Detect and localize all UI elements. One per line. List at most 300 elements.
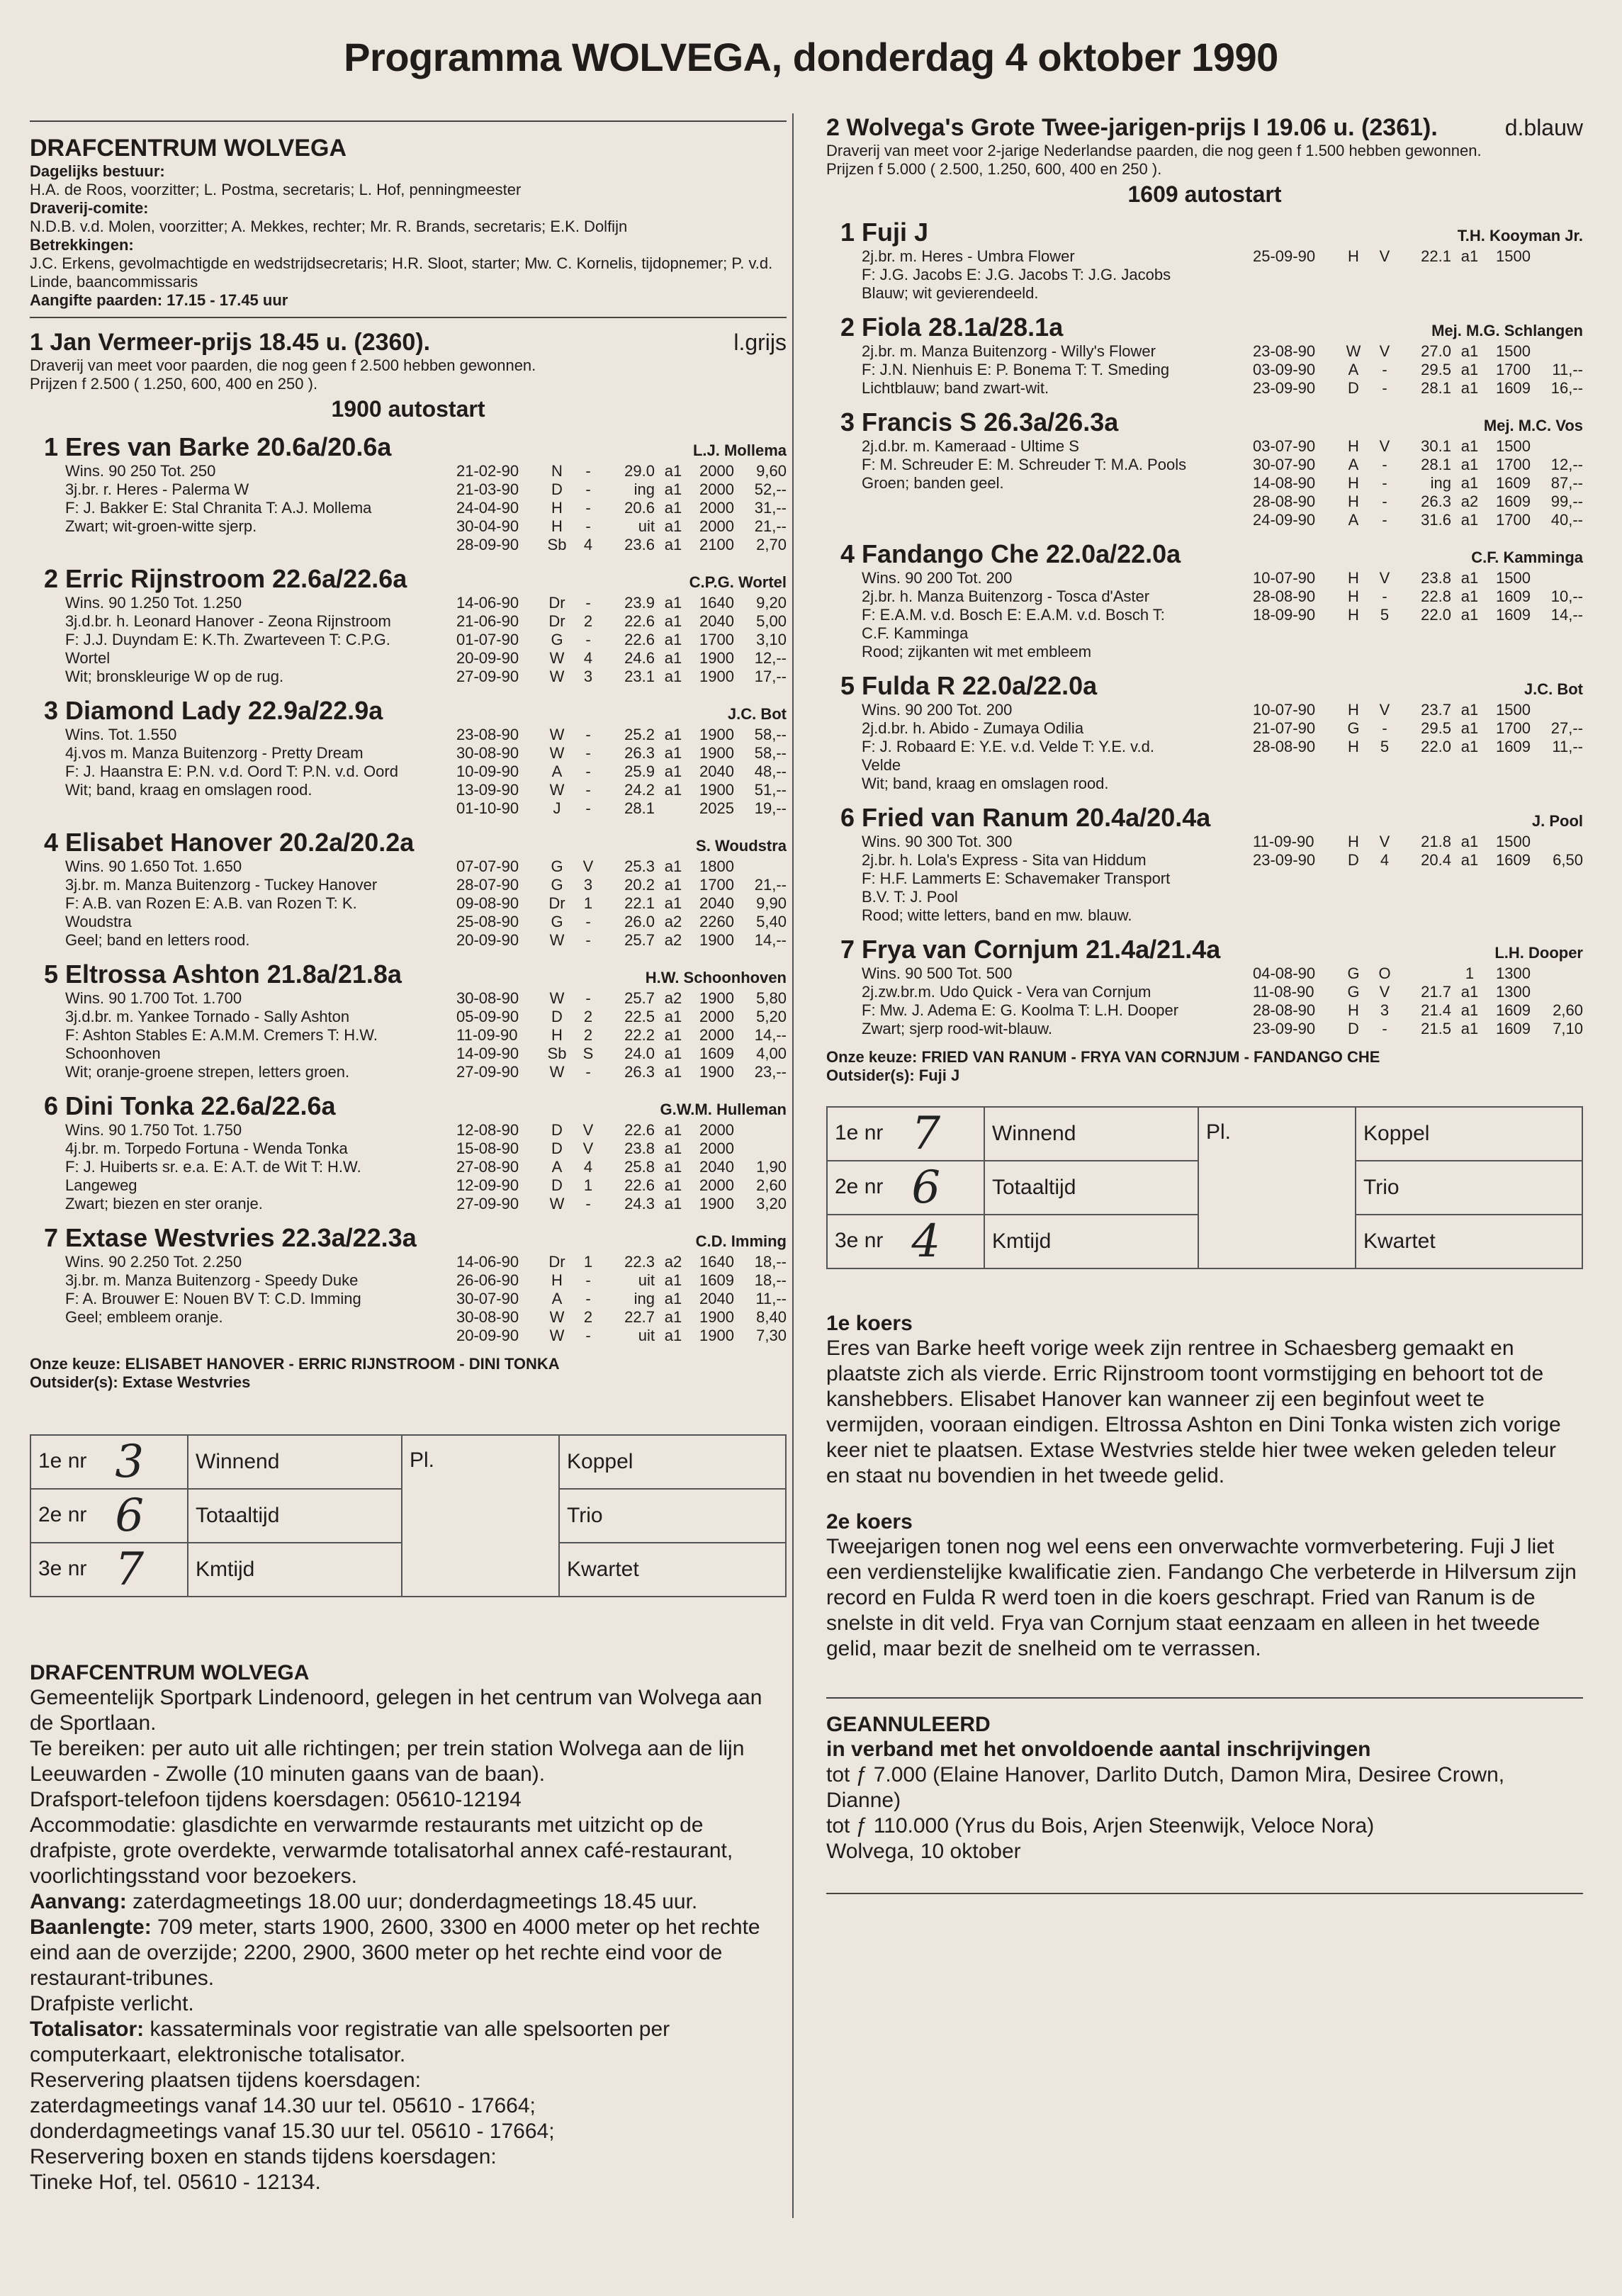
- outsider-text: Outsider(s): Extase Westvries: [30, 1373, 251, 1391]
- history-cell: W: [549, 781, 565, 799]
- race-history-row: [456, 1290, 787, 1308]
- history-cell: [734, 1139, 787, 1158]
- race-history-row: [456, 876, 787, 894]
- race-history-row: [1253, 1001, 1583, 1020]
- history-cell: 23,--: [754, 1063, 787, 1081]
- history-cell: V: [1379, 701, 1390, 719]
- history-cell: 24.6: [624, 649, 655, 667]
- history-cell: J: [553, 799, 561, 817]
- history-cell: 1700: [1496, 511, 1531, 529]
- history-cell: 1640: [699, 1253, 734, 1271]
- race-history-row: [1253, 587, 1583, 606]
- info-line: [30, 1813, 787, 1889]
- history-cell: 1,90: [756, 1158, 787, 1176]
- history-cell: 2260: [699, 913, 734, 930]
- history-cell: 4: [583, 649, 593, 667]
- history-cell: G: [1347, 983, 1360, 1001]
- horse-trainer: C.F. Kamminga: [1471, 548, 1583, 566]
- info-line: [30, 2068, 787, 2093]
- history-cell: 28-08-90: [1253, 587, 1316, 605]
- race-desc: Draverij van meet voor 2-jarige Nederlandse paarden, die nog geen f 1.500 hebben gewonnen.: [826, 142, 1482, 159]
- history-cell: W: [549, 1327, 565, 1344]
- history-cell: Sb: [547, 1045, 567, 1062]
- horse-entry: [826, 407, 1583, 529]
- history-cell: 21-02-90: [456, 462, 519, 480]
- koers2-text: Tweejarigen tonen nog wel eens een onverwachte vormverbetering. Fuji J liet een verdienstelijke kwalificatie zien. Fandango Che verbeterde in Hilversum zijn record en Fulda R werd toen in die koers geschrapt. Fried van Ranum is de snelste in dit veld. Frya van Cornjum staat eenzaam en alleen in het tweede gelid, maar bezit de snelheid om te verrassen.: [826, 1535, 1577, 1660]
- history-cell: a1: [664, 1176, 682, 1194]
- horse-info-line: Wins. 90 1.750 Tot. 1.750: [65, 1121, 242, 1139]
- history-cell: a1: [664, 1158, 682, 1176]
- horse-body: [826, 833, 1583, 925]
- history-cell: 28-08-90: [1253, 738, 1316, 755]
- race-history-row: [456, 1271, 787, 1290]
- bet-row-label: 2e nr 6: [30, 1489, 188, 1543]
- history-cell: Sb: [547, 536, 567, 553]
- history-cell: 07-07-90: [456, 857, 519, 875]
- history-cell: 11,--: [1552, 738, 1583, 755]
- horse-info-line: F: J.J. Duyndam E: K.Th. Zwarteveen T: C.P.G.: [65, 631, 390, 648]
- history-cell: 3,10: [756, 631, 787, 648]
- history-cell: 14-06-90: [456, 594, 519, 612]
- horse-info-line: Rood; witte letters, band en mw. blauw.: [862, 906, 1132, 924]
- horse-info-line: 3j.d.br. h. Leonard Hanover - Zeona Rijnstroom: [65, 612, 391, 630]
- history-cell: a1: [664, 762, 682, 780]
- history-cell: 11,--: [755, 1290, 787, 1307]
- history-cell: [1531, 701, 1583, 719]
- history-cell: 11,--: [1552, 361, 1583, 378]
- history-cell: W: [549, 1308, 565, 1326]
- history-cell: -: [585, 913, 591, 930]
- history-cell: 1609: [1496, 851, 1531, 869]
- history-cell: 4,00: [756, 1045, 787, 1062]
- history-cell: a1: [1460, 361, 1479, 378]
- history-cell: 58,--: [754, 744, 787, 762]
- horse-entry: [30, 828, 787, 950]
- history-cell: G: [1347, 719, 1360, 737]
- horse-name: 1 Eres van Barke 20.6a/20.6a: [44, 432, 392, 461]
- horse-name: 7 Extase Westvries 22.3a/22.3a: [44, 1223, 417, 1252]
- horse-info-line: Schoonhoven: [65, 1045, 161, 1062]
- horse-info-line: Zwart; wit-groen-witte sjerp.: [65, 517, 257, 535]
- history-cell: 23-08-90: [456, 726, 519, 743]
- board-list: [30, 162, 787, 310]
- history-cell: [1531, 569, 1583, 587]
- horse-head: [826, 313, 1583, 342]
- history-cell: D: [1348, 851, 1359, 869]
- race-history-row: [456, 1308, 787, 1327]
- cancel-line: Wolvega, 10 oktober: [826, 1840, 1021, 1863]
- history-cell: -: [585, 594, 591, 612]
- history-cell: D: [551, 1008, 563, 1025]
- history-cell: 27-08-90: [456, 1158, 519, 1176]
- history-cell: ing: [633, 480, 655, 498]
- race-history: [456, 989, 787, 1081]
- history-cell: 27,--: [1550, 719, 1583, 737]
- history-cell: A: [551, 762, 563, 780]
- horse-name: 6 Dini Tonka 22.6a/22.6a: [44, 1091, 336, 1120]
- history-cell: -: [1382, 719, 1387, 737]
- history-cell: 2000: [699, 462, 734, 480]
- history-cell: V: [582, 1121, 594, 1139]
- handwritten-number: 7: [911, 1108, 941, 1160]
- history-cell: [1531, 964, 1583, 983]
- our-picks: [826, 1048, 1583, 1085]
- bet-cell: Pl.: [1198, 1107, 1356, 1268]
- history-cell: 30-07-90: [456, 1290, 519, 1307]
- horse-info: [30, 594, 456, 686]
- history-cell: 22.3: [624, 1253, 655, 1271]
- bet-cell: Trio: [559, 1489, 786, 1543]
- horse-info-line: 3j.d.br. m. Yankee Tornado - Sally Ashton: [65, 1008, 350, 1025]
- bet-grid: [826, 1106, 1583, 1269]
- info-text: Drafsport-telefoon tijdens koersdagen: 05610-12194: [30, 1788, 522, 1811]
- history-cell: 1500: [1496, 833, 1531, 850]
- race-history-row: [456, 744, 787, 762]
- handwritten-number: 6: [911, 1161, 941, 1214]
- race-color: d.blauw: [1504, 115, 1583, 140]
- history-cell: 30-07-90: [1253, 456, 1316, 473]
- history-cell: W: [549, 931, 565, 949]
- history-cell: W: [549, 989, 565, 1007]
- horse-head: [30, 696, 787, 726]
- horse-info-line: 2j.br. h. Manza Buitenzorg - Tosca d'Aster: [862, 587, 1150, 605]
- race-title: 2 Wolvega's Grote Twee-jarigen-prijs I 19.06 u. (2361).: [826, 114, 1438, 141]
- race-history-row: [456, 631, 787, 649]
- history-cell: A: [1348, 456, 1359, 473]
- horse-body: [30, 462, 787, 554]
- race-1: [30, 328, 787, 1392]
- history-cell: 1900: [699, 668, 734, 685]
- history-cell: 14-08-90: [1253, 474, 1316, 492]
- horse-body: [826, 569, 1583, 661]
- history-cell: 22.6: [624, 1176, 655, 1194]
- bet-cell: Winnend: [984, 1107, 1198, 1161]
- history-cell: 1609: [1496, 493, 1531, 510]
- history-cell: 19,--: [754, 799, 787, 817]
- cancel-line: tot ƒ 110.000 (Yrus du Bois, Arjen Steenwijk, Veloce Nora): [826, 1814, 1375, 1838]
- bet-cell: Kmtijd: [188, 1543, 402, 1597]
- history-cell: a1: [1460, 511, 1479, 529]
- history-cell: -: [585, 631, 591, 648]
- history-cell: W: [1346, 342, 1361, 360]
- race-history-row: [456, 1026, 787, 1045]
- history-cell: 1: [583, 1253, 593, 1271]
- history-cell: 21.8: [1421, 833, 1451, 850]
- history-cell: 3: [583, 876, 593, 894]
- bet-row-label: 1e nr 3: [30, 1435, 188, 1489]
- race-history-row: [1253, 247, 1583, 266]
- history-cell: 25-08-90: [456, 913, 519, 930]
- horse-body: [826, 247, 1583, 303]
- horse-info: [826, 964, 1253, 1038]
- race-start: 1609 autostart: [1127, 181, 1282, 207]
- horse-head: [826, 407, 1583, 437]
- history-cell: 51,--: [754, 781, 787, 799]
- horse-info: [826, 569, 1253, 661]
- race-history-row: [456, 1121, 787, 1139]
- history-cell: a1: [664, 1008, 682, 1025]
- history-cell: a1: [664, 612, 682, 630]
- horse-entry: [826, 539, 1583, 661]
- history-cell: -: [585, 1063, 591, 1081]
- history-cell: 24-04-90: [456, 499, 519, 517]
- history-cell: 1609: [699, 1045, 734, 1062]
- history-cell: -: [1382, 361, 1387, 378]
- horse-info-line: F: H.F. Lammerts E: Schavemaker Transport: [862, 870, 1171, 887]
- history-cell: V: [1379, 983, 1390, 1001]
- history-cell: 1900: [699, 744, 734, 762]
- history-cell: 23.7: [1421, 701, 1451, 719]
- history-cell: 23-09-90: [1253, 1020, 1316, 1037]
- info-text: Accommodatie: glasdichte en verwarmde restaurants met uitzicht op de drafpiste, grote overdekte, verwarmde totalisatorhal annex café-restaurant, voorlichtingsstand voor bezoekers.: [30, 1813, 733, 1888]
- race-desc: Draverij van meet voor paarden, die nog geen f 2.500 hebben gewonnen.: [30, 356, 536, 374]
- horse-info-line: 4j.br. m. Torpedo Fortuna - Wenda Tonka: [65, 1139, 348, 1157]
- race-history: [456, 857, 787, 950]
- race-history-row: [1253, 569, 1583, 587]
- history-cell: ing: [1430, 474, 1451, 492]
- info-text: kassaterminals voor registratie van alle spelsoorten per computerkaart, elektronische totalisator.: [30, 2018, 670, 2066]
- history-cell: H: [1348, 474, 1359, 492]
- horse-head: [826, 803, 1583, 833]
- horse-head: [30, 432, 787, 462]
- right-column: [826, 113, 1583, 1901]
- race-history-row: [456, 913, 787, 931]
- bet-grid: [30, 1434, 787, 1597]
- info-line: [30, 2170, 787, 2195]
- history-cell: 2025: [699, 799, 734, 817]
- history-cell: 1500: [1496, 247, 1531, 265]
- race-history-row: [456, 649, 787, 668]
- race-prizes: Prijzen f 2.500 ( 1.250, 600, 400 en 250 ).: [30, 375, 318, 393]
- bet-row-label: 1e nr 7: [827, 1107, 984, 1161]
- history-cell: 6,50: [1553, 851, 1583, 869]
- history-cell: 29.0: [624, 462, 655, 480]
- history-cell: Dr: [548, 612, 565, 630]
- history-cell: G: [551, 631, 563, 648]
- picks-text: Onze keuze: FRIED VAN RANUM - FRYA VAN CORNJUM - FANDANGO CHE: [826, 1048, 1380, 1066]
- history-cell: 23.8: [624, 1139, 655, 1157]
- horse-body: [30, 1121, 787, 1213]
- bet-row-label: 3e nr 4: [827, 1215, 984, 1268]
- race-history-row: [456, 781, 787, 799]
- horse-body: [826, 964, 1583, 1038]
- history-cell: 27-09-90: [456, 1063, 519, 1081]
- history-cell: 23.9: [624, 594, 655, 612]
- history-cell: 28.1: [624, 799, 655, 817]
- horse-info-line: F: J.N. Nienhuis E: P. Bonema T: T. Smeding: [862, 361, 1170, 378]
- history-cell: N: [551, 462, 563, 480]
- board-label: Draverij-comite:: [30, 199, 149, 217]
- handwritten-number: 4: [911, 1215, 941, 1268]
- race-history-row: [1253, 964, 1583, 983]
- horse-trainer: L.J. Mollema: [692, 441, 787, 459]
- history-cell: D: [1348, 379, 1359, 397]
- page-title: Programma WOLVEGA, donderdag 4 oktober 1990: [344, 35, 1278, 79]
- history-cell: a1: [664, 1121, 682, 1139]
- bet-cell: Totaaltijd: [188, 1489, 402, 1543]
- history-cell: 2000: [699, 480, 734, 498]
- history-cell: a1: [1460, 851, 1479, 869]
- board-text: J.C. Erkens, gevolmachtigde en wedstrijdsecretaris; H.R. Sloot, starter; Mw. C. Kornelis, tijdopnemer; P. v.d. Linde, baancommissaris: [30, 254, 773, 291]
- history-cell: 1900: [699, 989, 734, 1007]
- bet-cell: Kwartet: [559, 1543, 786, 1597]
- horse-info-line: Wit; oranje-groene strepen, letters groen.: [65, 1063, 350, 1081]
- race-start: 1900 autostart: [331, 396, 485, 422]
- history-cell: -: [585, 499, 591, 517]
- history-cell: 20-09-90: [456, 649, 519, 667]
- horse-info-line: 2j.d.br. h. Abido - Zumaya Odilia: [862, 719, 1084, 737]
- history-cell: 21,--: [754, 517, 787, 535]
- history-cell: 10,--: [1550, 587, 1583, 605]
- history-cell: 21,--: [754, 876, 787, 894]
- history-cell: 13-09-90: [456, 781, 519, 799]
- history-cell: [1531, 833, 1583, 851]
- history-cell: 1700: [699, 631, 734, 648]
- history-cell: -: [1382, 511, 1387, 529]
- race-prizes: Prijzen f 5.000 ( 2.500, 1.250, 600, 400 en 250 ).: [826, 160, 1162, 178]
- handwritten-number: 3: [115, 1436, 145, 1488]
- info-line: [30, 2119, 787, 2144]
- history-cell: H: [1348, 587, 1359, 605]
- history-cell: A: [551, 1290, 563, 1307]
- history-cell: a1: [1460, 983, 1479, 1001]
- history-cell: 1800: [699, 857, 734, 875]
- race-history: [456, 1121, 787, 1213]
- info-line: [30, 1889, 787, 1915]
- history-cell: [1531, 342, 1583, 361]
- history-cell: ing: [633, 1290, 655, 1307]
- horse-trainer: J.C. Bot: [1524, 680, 1583, 698]
- history-cell: 31,--: [754, 499, 787, 517]
- race-history-row: [1253, 456, 1583, 474]
- race-history-row: [456, 1253, 787, 1271]
- history-cell: 18,--: [754, 1271, 787, 1289]
- history-cell: 1: [583, 1176, 593, 1194]
- race-history-row: [1253, 701, 1583, 719]
- history-cell: 01-07-90: [456, 631, 519, 648]
- race-history-row: [456, 668, 787, 686]
- history-cell: 22.1: [1421, 247, 1451, 265]
- race-history-row: [1253, 606, 1583, 624]
- horse-name: 4 Elisabet Hanover 20.2a/20.2a: [44, 828, 415, 857]
- history-cell: 28.1: [1421, 379, 1451, 397]
- history-cell: 1900: [699, 781, 734, 799]
- history-cell: 5,20: [756, 1008, 787, 1025]
- horse-trainer: L.H. Dooper: [1494, 944, 1583, 962]
- history-cell: 2,60: [1553, 1001, 1583, 1019]
- history-cell: 40,--: [1550, 511, 1583, 529]
- history-cell: 1900: [699, 1308, 734, 1326]
- history-cell: 22.6: [624, 612, 655, 630]
- history-cell: 1900: [699, 1063, 734, 1081]
- history-cell: 2: [583, 1008, 593, 1025]
- race-history-row: [1253, 851, 1583, 870]
- history-cell: 1609: [1496, 587, 1531, 605]
- history-cell: 28-08-90: [1253, 1001, 1316, 1019]
- horse-info-line: 2j.br. h. Lola's Express - Sita van Hiddum: [862, 851, 1147, 869]
- history-cell: 14-09-90: [456, 1045, 519, 1062]
- history-cell: 2040: [699, 612, 734, 630]
- bet-cell: Kwartet: [1356, 1215, 1582, 1268]
- history-cell: 3,20: [756, 1195, 787, 1212]
- history-cell: -: [585, 1271, 591, 1289]
- horse-head: [30, 564, 787, 594]
- horse-info-line: 2j.d.br. m. Kameraad - Ultime S: [862, 437, 1079, 455]
- history-cell: H: [551, 517, 563, 535]
- horse-name: 5 Fulda R 22.0a/22.0a: [840, 671, 1098, 700]
- history-cell: 1640: [699, 594, 734, 612]
- history-cell: W: [549, 1195, 565, 1212]
- history-cell: 2000: [699, 1008, 734, 1025]
- history-cell: -: [585, 989, 591, 1007]
- history-cell: 18,--: [754, 1253, 787, 1271]
- history-cell: 12,--: [754, 649, 787, 667]
- history-cell: H: [551, 499, 563, 517]
- history-cell: a1: [664, 536, 682, 553]
- horse-head: [826, 935, 1583, 964]
- info-text: Tineke Hof, tel. 05610 - 12134.: [30, 2171, 321, 2194]
- bet-cell: Trio: [1356, 1161, 1582, 1215]
- horse-head: [826, 539, 1583, 569]
- history-cell: 23-08-90: [1253, 342, 1316, 360]
- history-cell: a1: [664, 649, 682, 667]
- horse-info: [30, 1121, 456, 1213]
- history-cell: a1: [1460, 456, 1479, 473]
- history-cell: D: [551, 1139, 563, 1157]
- history-cell: 22.1: [624, 894, 655, 912]
- race-title: 1 Jan Vermeer-prijs 18.45 u. (2360).: [30, 329, 431, 356]
- history-cell: 11-09-90: [1253, 833, 1314, 850]
- horse-body: [826, 342, 1583, 398]
- history-cell: 21.4: [1421, 1001, 1451, 1019]
- race-history-row: [1253, 833, 1583, 851]
- history-cell: [655, 799, 692, 818]
- bet-row-label: 2e nr 6: [827, 1161, 984, 1215]
- history-cell: [1399, 964, 1451, 983]
- history-cell: 58,--: [754, 726, 787, 743]
- history-cell: a1: [664, 517, 682, 535]
- history-cell: H: [1348, 569, 1359, 587]
- bet-cell: Pl.: [402, 1435, 559, 1597]
- bet-cell: Koppel: [1356, 1107, 1582, 1161]
- horse-info-line: F: E.A.M. v.d. Bosch E: E.A.M. v.d. Bosch T:: [862, 606, 1165, 624]
- history-cell: 28.1: [1421, 456, 1451, 473]
- history-cell: H: [1348, 701, 1359, 719]
- board-text: N.D.B. v.d. Molen, voorzitter; A. Mekkes, rechter; Mr. R. Brands, secretaris; E.K. Dolfijn: [30, 218, 628, 235]
- history-cell: 1900: [699, 931, 734, 949]
- history-cell: 22.0: [1421, 738, 1451, 755]
- horse-info-line: Zwart; biezen en ster oranje.: [65, 1195, 263, 1212]
- history-cell: V: [1379, 247, 1390, 265]
- horse-trainer: S. Woudstra: [696, 837, 787, 855]
- history-cell: G: [551, 913, 563, 930]
- race-history-row: [456, 1008, 787, 1026]
- history-cell: 99,--: [1550, 493, 1583, 510]
- horse-entry: [30, 696, 787, 818]
- horse-info-line: 3j.br. m. Manza Buitenzorg - Speedy Duke: [65, 1271, 359, 1289]
- info-text: Drafpiste verlicht.: [30, 1992, 194, 2015]
- history-cell: D: [551, 1176, 563, 1194]
- history-cell: 2100: [699, 536, 734, 553]
- race-history: [456, 462, 787, 554]
- race-history-row: [1253, 511, 1583, 529]
- race-history-row: [456, 799, 787, 818]
- history-cell: 09-08-90: [456, 894, 519, 912]
- history-cell: -: [585, 762, 591, 780]
- history-cell: D: [1348, 1020, 1359, 1037]
- horse-info-line: Wins. 90 300 Tot. 300: [862, 833, 1013, 850]
- rule: [826, 1893, 1583, 1894]
